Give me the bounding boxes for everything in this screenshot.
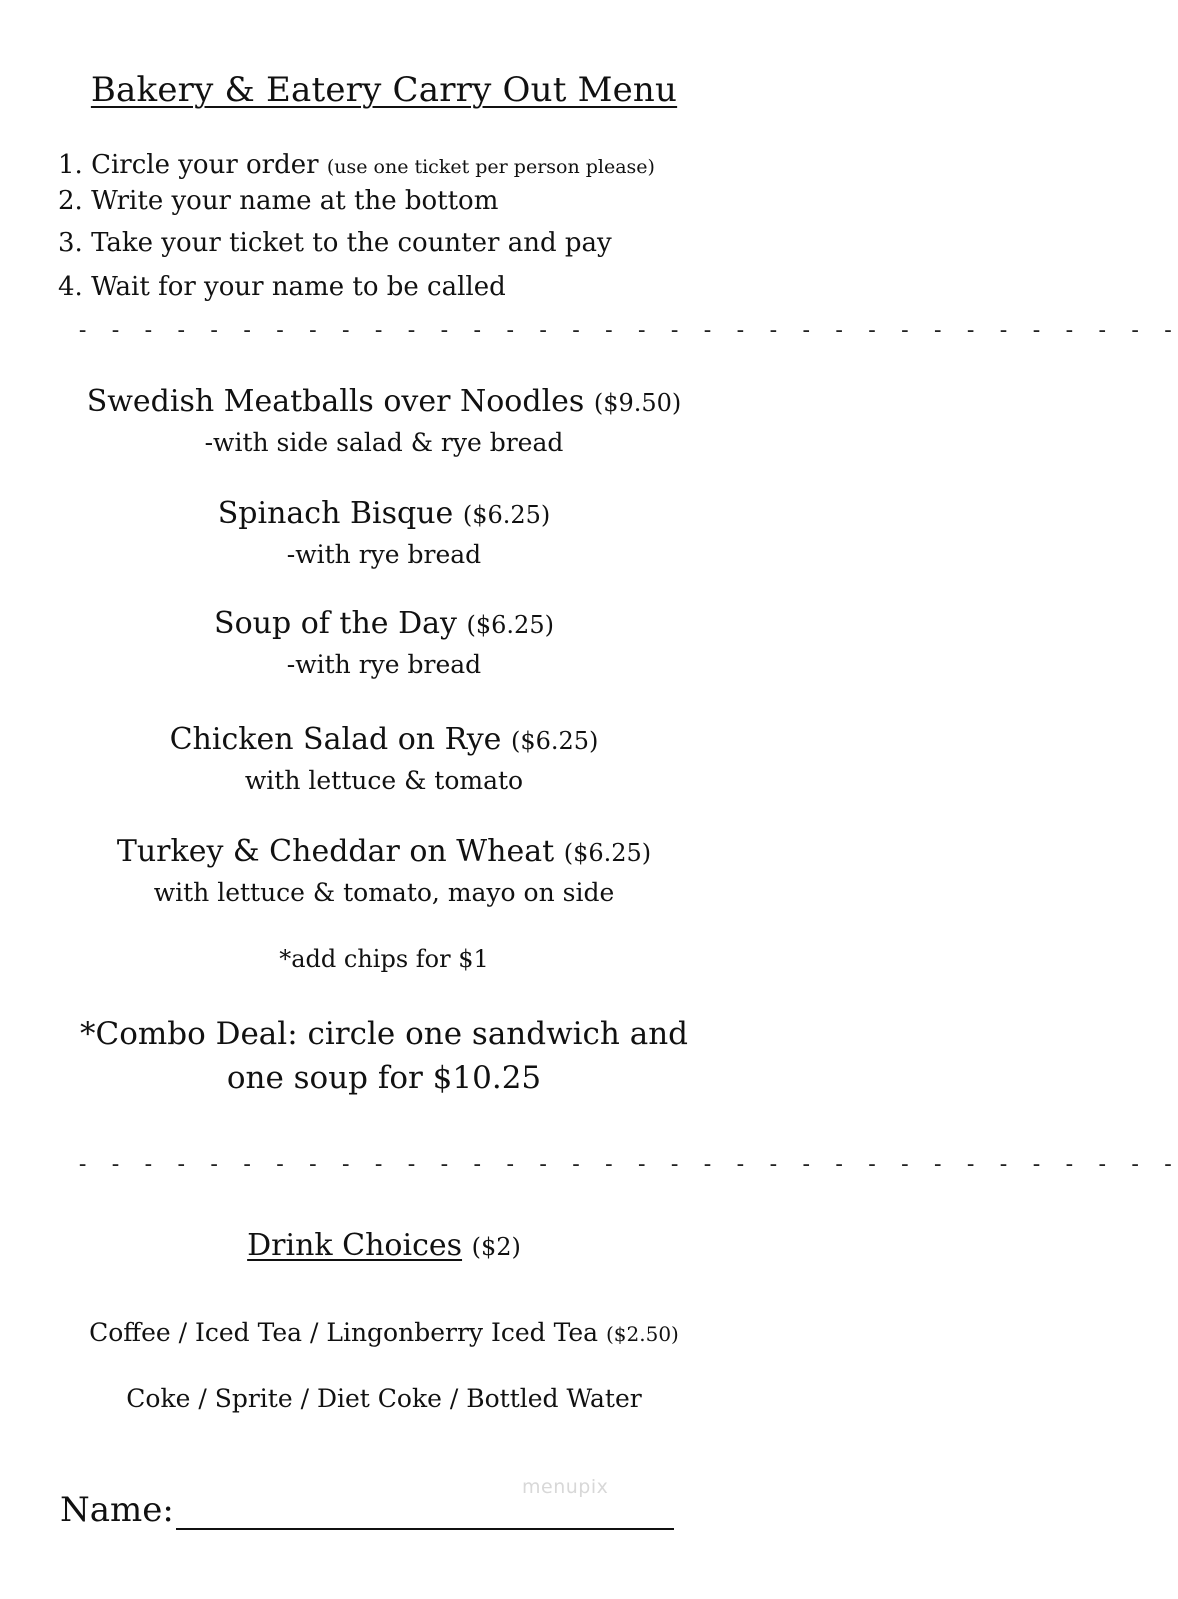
item-name-text: Soup of the Day xyxy=(214,606,457,641)
menu-item-description: -with rye bread xyxy=(286,650,482,679)
drinks-heading-price: ($2) xyxy=(471,1233,521,1261)
instruction-note: (use one ticket per person please) xyxy=(326,156,655,178)
combo-deal xyxy=(0,1012,768,1100)
drinks-heading xyxy=(0,1228,768,1263)
name-field xyxy=(60,1490,674,1530)
section-divider: - - - - - - - - - - - - - - - - - - - - - - - - - - - - - - - - - - xyxy=(76,318,1178,343)
menu-item-description: with lettuce & tomato, mayo on side xyxy=(153,878,615,907)
drink-options-text: Coke / Sprite / Diet Coke / Bottled Water xyxy=(126,1384,642,1413)
instruction-text: 1. Circle your order xyxy=(58,150,319,180)
menu-item-name xyxy=(0,384,768,419)
instruction-text: 2. Write your name at the bottom xyxy=(58,186,499,216)
menu-item-description: -with rye bread xyxy=(286,540,482,569)
name-label: Name: xyxy=(60,1490,174,1530)
name-write-line[interactable] xyxy=(176,1496,674,1530)
drink-options-price: ($2.50) xyxy=(605,1322,679,1346)
combo-line: *Combo Deal: circle one sandwich and xyxy=(79,1016,689,1052)
menu-item-name xyxy=(0,722,768,757)
menu-item-name xyxy=(0,834,768,869)
instruction-item xyxy=(58,186,498,216)
item-price: ($6.25) xyxy=(462,501,551,529)
item-name-text: Turkey & Cheddar on Wheat xyxy=(116,834,555,869)
menu-title xyxy=(0,70,768,110)
instruction-item xyxy=(58,228,612,258)
instruction-item xyxy=(58,272,506,302)
instruction-item xyxy=(58,150,655,180)
menu-title-text: Bakery & Eatery Carry Out Menu xyxy=(90,70,678,110)
item-name-text: Spinach Bisque xyxy=(217,496,454,531)
item-name-text: Chicken Salad on Rye xyxy=(169,722,502,757)
item-price: ($6.25) xyxy=(466,611,554,639)
drink-options-line xyxy=(0,1318,768,1347)
drink-options-text: Coffee / Iced Tea / Lingonberry Iced Tea xyxy=(89,1318,599,1347)
menu-item-description: -with side salad & rye bread xyxy=(204,428,564,457)
section-divider: - - - - - - - - - - - - - - - - - - - - - - - - - - - - - - - - - - xyxy=(76,1152,1178,1177)
addon-note: *add chips for $1 xyxy=(279,945,489,973)
combo-line: one soup for $10.25 xyxy=(226,1060,542,1096)
item-price: ($6.25) xyxy=(510,727,599,755)
drinks-heading-text: Drink Choices xyxy=(247,1228,463,1263)
item-price: ($9.50) xyxy=(593,389,682,417)
item-price: ($6.25) xyxy=(563,839,652,867)
watermark-logo: menupix xyxy=(522,1476,609,1498)
instruction-text: 3. Take your ticket to the counter and pay xyxy=(58,228,612,258)
menu-item-description: with lettuce & tomato xyxy=(244,766,524,795)
drink-options-line xyxy=(0,1384,768,1413)
item-name-text: Swedish Meatballs over Noodles xyxy=(86,384,585,419)
instruction-text: 4. Wait for your name to be called xyxy=(58,272,506,302)
menu-item-name xyxy=(0,496,768,531)
menu-item-name xyxy=(0,606,768,641)
